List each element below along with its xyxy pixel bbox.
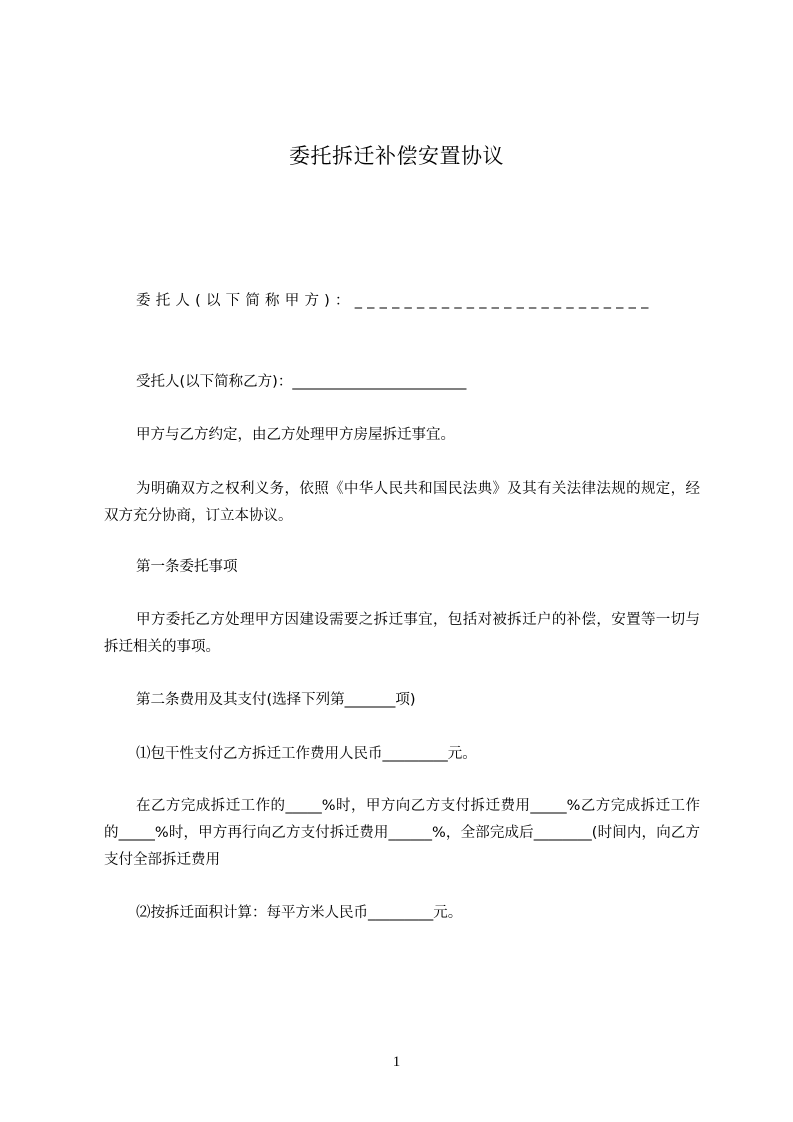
- option1-paragraph: ⑴包干性支付乙方拆迁工作费用人民币_________元。: [136, 746, 477, 762]
- page-number: 1: [392, 1054, 401, 1070]
- article1-body: 甲方委托乙方处理甲方因建设需要之拆迁事宜，包括对被拆迁户的补偿，安置等一切与拆迁相关的事项。: [104, 612, 700, 655]
- agent-line: 受托人(以下简称乙方)：________________________: [136, 374, 467, 390]
- client-line: 委托人(以下简称甲方)：________________________: [136, 293, 654, 309]
- article2-heading: 第二条费用及其支付(选择下列第_______项): [136, 692, 416, 708]
- article1-heading: 第一条委托事项: [136, 559, 238, 575]
- option2-paragraph: ⑵按拆迁面积计算：每平方米人民币_________元。: [136, 905, 463, 921]
- document-title: 委托拆迁补偿安置协议: [289, 144, 504, 168]
- agreement-paragraph: 甲方与乙方约定，由乙方处理甲方房屋拆迁事宜。: [136, 427, 455, 443]
- option1-detail-paragraph: 在乙方完成拆迁工作的_____%时，甲方向乙方支付拆迁费用_____%乙方完成拆迁工作的_____%时，甲方再行向乙方支付拆迁费用______%，全部完成后________(时间内，向乙方支付全部拆迁费用: [104, 798, 700, 868]
- purpose-paragraph: 为明确双方之权利义务，依照《中华人民共和国民法典》及其有关法律法规的规定，经双方充分协商，订立本协议。: [104, 481, 700, 524]
